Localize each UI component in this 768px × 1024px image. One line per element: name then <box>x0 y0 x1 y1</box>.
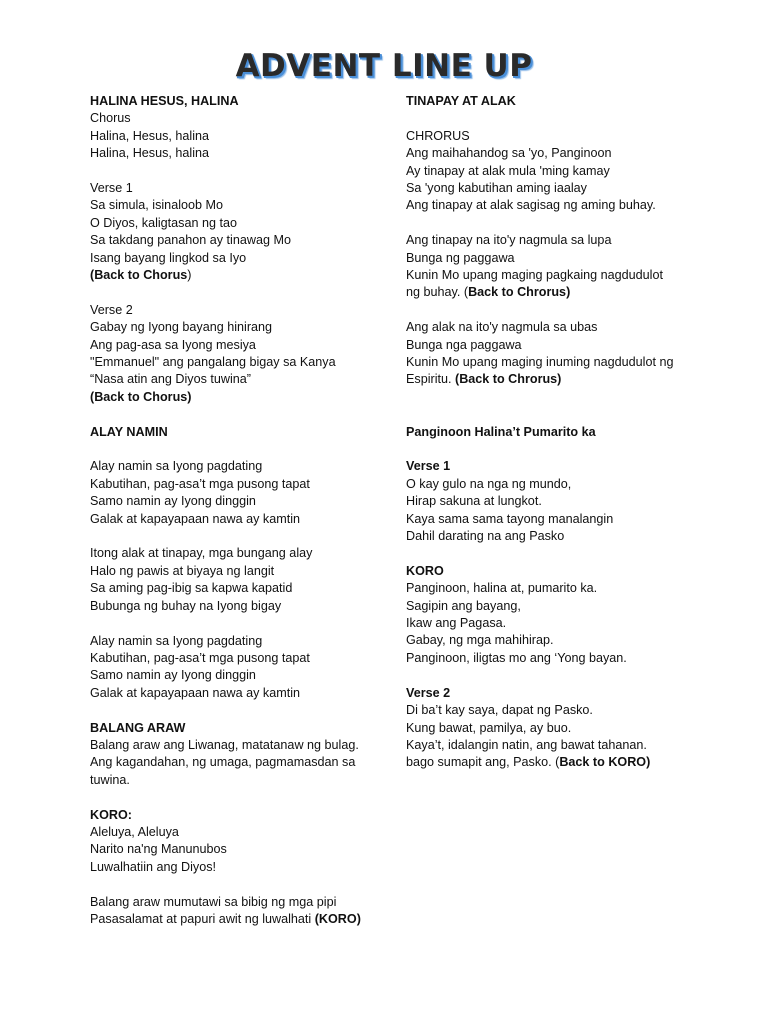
lyric-line: Sa aming pag-ibig sa kapwa kapatid <box>90 581 293 596</box>
song-title-panginoon-halina: Panginoon Halina’t Pumarito ka <box>406 424 596 439</box>
paren-close: ) <box>187 268 192 283</box>
lyric-line: Halina, Hesus, halina <box>90 146 210 161</box>
lyric-line: Sa 'yong kabutihan aming iaalay <box>406 181 587 196</box>
stanza-gap <box>90 528 380 545</box>
stanza-gap <box>90 163 380 180</box>
song-title-balang-araw: BALANG ARAW <box>90 720 186 735</box>
koro-label: KORO <box>406 563 444 578</box>
lyric-line: Ang pag-asa sa Iyong mesiya <box>90 337 256 352</box>
lyric-line: Kunin Mo upang maging pagkaing nagdudulot <box>406 268 663 283</box>
paren-close: ) <box>566 285 571 300</box>
lyric-line: Ikaw ang Pagasa. <box>406 616 507 631</box>
lyric-line: "Emmanuel" ang pangalang bigay sa Kanya <box>90 355 336 370</box>
lyric-line: Panginoon, halina at, pumarito ka. <box>406 581 598 596</box>
lyric-line: Panginoon, iligtas mo ang ‘Yong bayan. <box>406 650 627 665</box>
lyric-line: Chorus <box>90 111 131 126</box>
verse-label: Verse 2 <box>406 685 451 700</box>
stanza-gap <box>90 876 380 893</box>
lyric-line: Halo ng pawis at biyaya ng langit <box>90 563 275 578</box>
back-to-chorus-text: (Back to Chorus) <box>90 389 192 404</box>
lyric-line: “Nasa atin ang Diyos tuwina” <box>90 372 251 387</box>
right-column <box>406 93 706 772</box>
stanza-gap <box>406 389 706 406</box>
document-title: ADVENT LINE UP <box>235 48 533 84</box>
lyric-text: Pasasalamat at papuri awit ng luwalhati <box>90 911 315 926</box>
song-title-alay-namin: ALAY NAMIN <box>90 424 168 439</box>
lyric-line: O kay gulo na nga ng mundo, <box>406 476 572 491</box>
left-column <box>90 93 380 928</box>
lyric-line: Narito na'ng Manunubos <box>90 842 227 857</box>
stanza-gap <box>90 284 380 301</box>
song-title-halina-hesus: HALINA HESUS, HALINA <box>90 94 239 108</box>
song-title-tinapay-at-alak: TINAPAY AT ALAK <box>406 94 516 108</box>
stanza-gap <box>406 441 706 458</box>
lyric-line: Halina, Hesus, halina <box>90 128 210 143</box>
lyric-line: Bunga ng paggawa <box>406 250 515 265</box>
stanza-gap <box>90 615 380 632</box>
lyric-text: ng buhay. ( <box>406 285 469 300</box>
stanza-gap <box>406 110 706 127</box>
lyric-line: Alay namin sa Iyong pagdating <box>90 633 263 648</box>
lyric-line: Kung bawat, pamilya, ay buo. <box>406 720 572 735</box>
lyric-line: Gabay ng Iyong bayang hinirang <box>90 320 273 335</box>
lyric-line: Galak at kapayapaan nawa ay kamtin <box>90 511 301 526</box>
stanza-gap <box>406 545 706 562</box>
lyric-line-with-back <box>406 371 706 388</box>
paren-open: ( <box>90 268 95 283</box>
lyric-line: Ang maihahandog sa 'yo, Panginoon <box>406 146 612 161</box>
lyric-line-with-back <box>406 284 706 301</box>
lyric-line: Kabutihan, pag-asa’t mga pusong tapat <box>90 650 310 665</box>
lyric-line: Alay namin sa Iyong pagdating <box>90 459 263 474</box>
lyric-line: O Diyos, kaligtasan ng tao <box>90 215 238 230</box>
lyric-line: Kabutihan, pag-asa’t mga pusong tapat <box>90 476 310 491</box>
koro-label: KORO: <box>90 807 132 822</box>
lyric-line: Ang tinapay at alak sagisag ng aming buhay. <box>406 198 656 213</box>
lyric-line: Isang bayang lingkod sa Iyo <box>90 250 247 265</box>
lyric-line: tuwina. <box>90 772 130 787</box>
lyric-text: bago sumapit ang, Pasko. ( <box>406 755 560 770</box>
stanza-gap <box>90 789 380 806</box>
lyric-line: Aleluya, Aleluya <box>90 824 179 839</box>
stanza-gap <box>90 441 380 458</box>
back-to-chorus-text: (Back to Chrorus) <box>455 372 562 387</box>
lyric-line: Ang kagandahan, ng umaga, pagmamasdan sa <box>90 755 356 770</box>
stanza-gap <box>406 215 706 232</box>
back-to-chorus-text: Back to Chrorus <box>468 285 567 300</box>
lyric-line-with-koro <box>406 754 706 771</box>
lyric-line: Ang alak na ito'y nagmula sa ubas <box>406 320 598 335</box>
back-to-chorus-text: Back to Chorus <box>94 268 188 283</box>
lyric-line: Ang tinapay na ito'y nagmula sa lupa <box>406 233 612 248</box>
lyric-line: Hirap sakuna at lungkot. <box>406 494 542 509</box>
lyric-line: Kaya’t, idalangin natin, ang bawat tahanan. <box>406 737 647 752</box>
lyric-line: Itong alak at tinapay, mga bungang alay <box>90 546 313 561</box>
lyric-line: Samo namin ay Iyong dinggin <box>90 668 256 683</box>
stanza-gap <box>90 702 380 719</box>
lyric-line: Luwalhatiin ang Diyos! <box>90 859 217 874</box>
lyric-line: Gabay, ng mga mahihirap. <box>406 633 554 648</box>
back-to-koro-text: (KORO) <box>314 911 361 926</box>
lyric-text: Espiritu. <box>406 372 455 387</box>
verse-label: Verse 1 <box>406 459 451 474</box>
lyric-line: Samo namin ay Iyong dinggin <box>90 494 256 509</box>
stanza-gap <box>406 406 706 423</box>
lyric-line: Kaya sama sama tayong manalangin <box>406 511 614 526</box>
chorus-label: CHRORUS <box>406 128 470 143</box>
verse-label: Verse 1 <box>90 181 133 196</box>
verse-label: Verse 2 <box>90 302 133 317</box>
lyric-line: Balang araw ang Liwanag, matatanaw ng bulag. <box>90 737 359 752</box>
back-to-koro-text: Back to KORO) <box>559 755 651 770</box>
lyric-line: Di ba’t kay saya, dapat ng Pasko. <box>406 703 593 718</box>
lyric-line: Balang araw mumutawi sa bibig ng mga pipi <box>90 894 337 909</box>
lyric-line: Sagipin ang bayang, <box>406 598 521 613</box>
lyric-line: Galak at kapayapaan nawa ay kamtin <box>90 685 301 700</box>
lyric-line: Sa takdang panahon ay tinawag Mo <box>90 233 291 248</box>
lyric-line: Bubunga ng buhay na Iyong bigay <box>90 598 282 613</box>
lyric-line: Bunga nga paggawa <box>406 337 522 352</box>
stanza-gap <box>90 406 380 423</box>
lyric-line-with-koro <box>90 911 380 928</box>
back-to-chorus-line <box>90 267 380 284</box>
lyric-line: Dahil darating na ang Pasko <box>406 529 565 544</box>
lyric-line: Sa simula, isinaloob Mo <box>90 198 223 213</box>
lyric-line: Ay tinapay at alak mula 'ming kamay <box>406 163 610 178</box>
lyric-line: Kunin Mo upang maging inuming nagdudulot ng <box>406 355 674 370</box>
stanza-gap <box>406 302 706 319</box>
stanza-gap <box>406 667 706 684</box>
